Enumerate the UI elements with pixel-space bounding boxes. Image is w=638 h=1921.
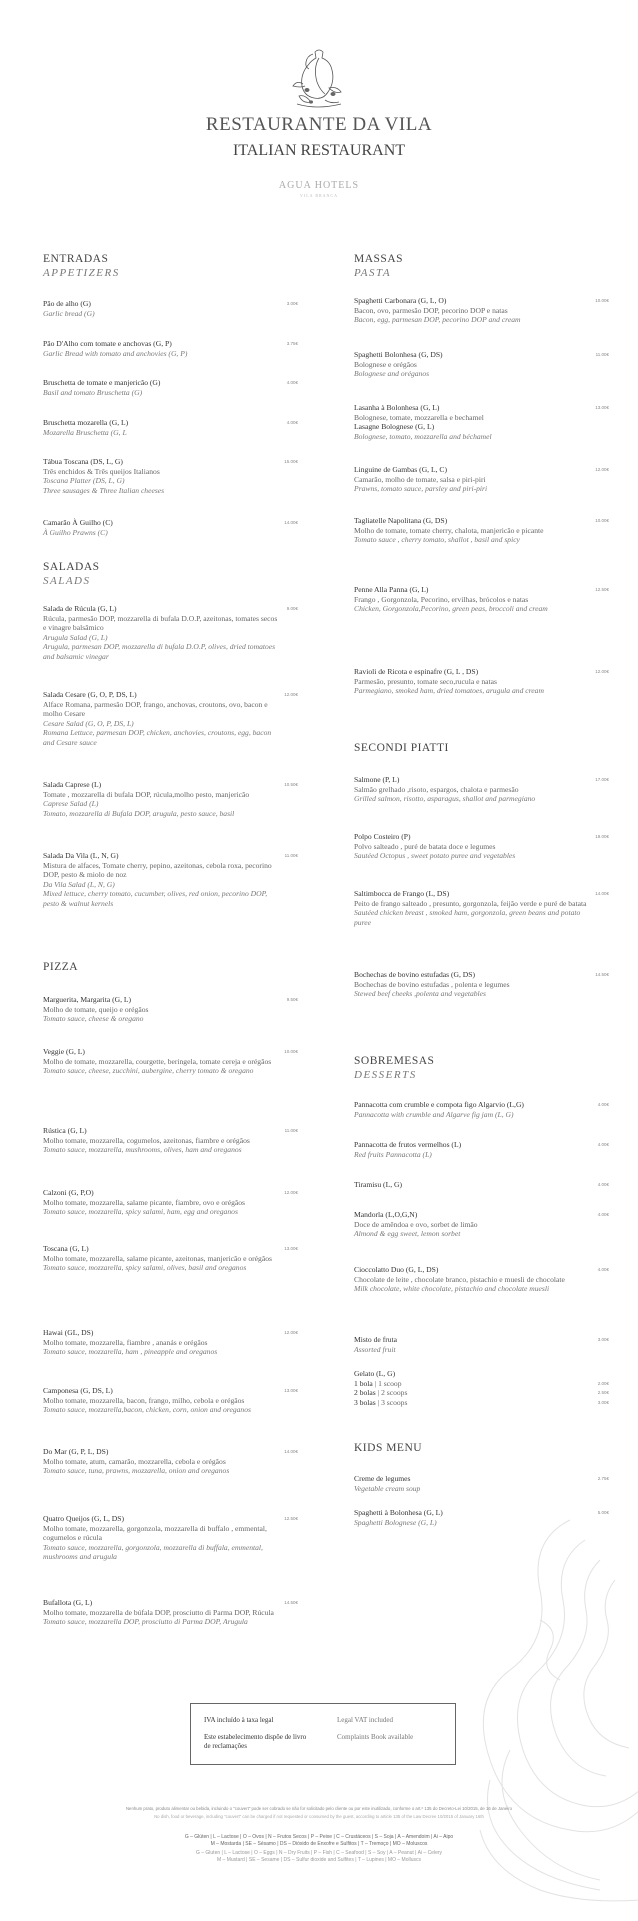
complaints-book-pt: Este estabelecimento dispõe de livro de reclamações (204, 1733, 307, 1750)
item-description: Bolognese e orégãos (354, 359, 417, 369)
item-name: Ravioli de Ricota e espinafre (G, L , DS) (354, 667, 479, 676)
menu-item (43, 418, 298, 437)
menu-item (354, 1335, 609, 1354)
item-name: Bruschetta mozarella (G, L) (43, 418, 129, 427)
section-title-pt: KIDS MENU (354, 1442, 423, 1454)
section-title-pt: MASSAS (354, 253, 404, 265)
allergens-pt-line1: G – Glúten | L – Lactose | O – Ovos | N – Frutos Secos | P – Peixe | C – Crustáceos | S – Soja | A – Amendoim | Ai – Aipo (184, 1834, 454, 1840)
item-price: 12.00€ (595, 467, 609, 472)
menu-item (43, 378, 298, 397)
item-description-en: Almond & egg sweet, lemon sorbet (354, 1229, 461, 1238)
menu-item (43, 1047, 298, 1076)
restaurant-subtitle: ITALIAN RESTAURANT (232, 142, 406, 159)
section-title-en: PASTA (354, 267, 392, 279)
item-description-en: Romana Lettuce, parmesan DOP, chicken, anchovies, croutons, egg, bacon and Cesare sauce (43, 728, 272, 747)
item-name: Penne Alla Panna (G, L) (354, 585, 429, 594)
menu-item (354, 1508, 609, 1527)
item-description: Molho tomate, mozzarella, fiambre , ananás e orégãos (43, 1337, 208, 1347)
item-name-en: Basil and tomato Bruschetta (G) (43, 387, 143, 397)
item-price: 4.00€ (597, 1142, 609, 1147)
item-price: 4.00€ (597, 1212, 609, 1217)
item-name: Camponesa (G, DS, L) (43, 1386, 113, 1395)
vat-note-pt: IVA incluído à taxa legal (204, 1716, 274, 1724)
item-name-en: Garlic Bread with tomato and anchovies (G, P) (43, 348, 188, 358)
item-name-en: Toscana Platter (DS, L, G) (43, 476, 125, 485)
menu-item (43, 457, 298, 495)
item-price: 11.00€ (595, 352, 609, 357)
item-name: Rústica (G, L) (43, 1126, 87, 1135)
item-name-en: Caprese Salad (L) (43, 799, 99, 808)
menu-item (43, 1244, 298, 1273)
item-name: Tiramisu (L, G) (354, 1180, 403, 1189)
item-price: 13.00€ (284, 1246, 298, 1251)
item-price: 14.50€ (284, 1600, 298, 1605)
item-description-en: Tomato, mozzarella di Bufala DOP, arugula, pesto sauce, basil (43, 808, 235, 818)
item-name: Spaghetti Bolonhesa (G, DS) (354, 350, 443, 359)
section-appetizers (43, 252, 298, 280)
item-description: Molho tomate, atum, camarão, mozzarella, cebola e orégãos (43, 1456, 226, 1466)
item-description: Polvo salteado , puré de batata doce e legumes (354, 841, 496, 851)
scoop-pt: 1 bola (354, 1378, 373, 1388)
menu-item (354, 889, 609, 927)
item-price: 3.00€ (597, 1337, 609, 1342)
item-description-en: Tomato sauce, mozzarella, spicy salami, olives, basil and oreganos (43, 1263, 247, 1272)
item-price: 19.00€ (595, 834, 609, 839)
item-description: Molho de tomate, tomate cherry, chalota, manjericão e picante (354, 525, 544, 535)
item-description-en: Three sausages & Three Italian cheeses (43, 485, 165, 495)
item-name: Calzoni (G, P,O) (43, 1188, 94, 1197)
item-price: 15.00€ (284, 459, 298, 464)
item-description-en: Bolognese, tomato, mozzarella and béchamel (354, 431, 492, 441)
item-description-en: Sautéed chicken breast , smoked ham, gorgonzola, green beans and potato puree (354, 908, 581, 927)
menu-item (354, 403, 609, 441)
item-name: Bruschetta de tomate e manjericão (G) (43, 378, 161, 387)
item-description-en: Tomato sauce, cheese, zucchini, aubergine, cherry tomato & oregano (43, 1066, 254, 1075)
menu-item (354, 970, 609, 999)
item-price: 2.50€ (597, 1390, 609, 1395)
menu-item (43, 1328, 298, 1357)
menu-item (43, 995, 298, 1024)
item-price: 14.00€ (284, 1449, 298, 1454)
item-price: 4.00€ (597, 1267, 609, 1272)
item-description-en: Tomato sauce, tuna, prawns, mozzarella, onion and oreganos (43, 1466, 230, 1475)
menu-item (43, 1598, 298, 1627)
item-price: 2.75€ (597, 1476, 609, 1481)
item-price: 5.00€ (597, 1510, 609, 1515)
item-price: 14.00€ (595, 891, 609, 896)
item-name-en: Arugula Salad (G, L) (43, 632, 108, 642)
item-price: 2.00€ (597, 1380, 609, 1386)
item-description-en: Grilled salmon, risotto, asparagus, shallot and parmegiano (354, 794, 536, 803)
item-description-en: Tomato sauce, mozzarella, ham , pineapple and oreganos (43, 1347, 218, 1356)
item-price: 10.50€ (284, 782, 298, 787)
item-name-en: Vegetable cream soup (354, 1483, 421, 1493)
item-description: Doce de amêndoa e ovo, sorbet de limão (354, 1219, 478, 1229)
allergens-en-line2: M – Mustard | SE – Sesame | DS – Sulfur dioxide and Sulfites | T – Lupines | MO – Molluscs (217, 1857, 421, 1863)
item-description: Tomate , mozzarella di bufala DOP, rúcula,molho pesto, manjericão (43, 789, 250, 799)
item-description-en: Tomato sauce, cheese & oregano (43, 1014, 144, 1023)
allergens-en-line1: G – Gluten | L – Lactose | O – Eggs | N – Dry Fruits | P – Fish | C – Seafood | S – Soy | A – Peanut | Ai – Celery (195, 1850, 443, 1856)
menu-item (43, 1386, 298, 1415)
item-price: 17.00€ (595, 777, 609, 782)
item-price: 12.00€ (284, 1330, 298, 1335)
item-name: Creme de legumes (354, 1474, 411, 1483)
item-description: Peito de frango salteado , presunto, gorgonzola, feijão verde e puré de batata (354, 898, 587, 908)
scoop-row: 2 bolas | 2 scoops 2.50€ (354, 1388, 609, 1397)
scoop-pt: 3 bolas (354, 1397, 376, 1407)
item-description: Salmão grelhado ,risoto, espargos, chalota e parmesão (354, 784, 519, 794)
item-name: Bochechas de bovino estufadas (G, DS) (354, 970, 476, 979)
item-description: Molho tomate, mozzarella, bacon, frango, milho, cebola e orégãos (43, 1395, 245, 1405)
item-name: Hawai (GL, DS) (43, 1328, 94, 1337)
item-description-en: Tomato sauce, mozzarella, spicy salami, ham, egg and oreganos (43, 1207, 238, 1216)
item-name-en: Lasagne Bolognese (G, L) (354, 422, 435, 431)
menu-item (43, 299, 298, 318)
item-name: Do Mar (G, P, L, DS) (43, 1447, 109, 1456)
item-price: 9.50€ (286, 997, 298, 1002)
item-name: Mandorla (L,O,G,N) (354, 1210, 418, 1219)
section-title-pt: SOBREMESAS (354, 1055, 435, 1067)
item-price: 4.00€ (597, 1182, 609, 1187)
item-description: Parmesão, presunto, tomate seco,rucula e natas (354, 676, 497, 686)
item-price: 10.00€ (595, 518, 609, 523)
section-pasta (354, 252, 609, 280)
brand-sub-text: VILA BRANCA (299, 193, 338, 198)
menu-item (43, 518, 298, 537)
allergens-pt-line2: M – Mostarda | SE – Sésamo | DS – Dióxido de Enxofre e Sulfitos | T – Tremoço | MO – Moluscos (210, 1841, 428, 1847)
item-price: 3.00€ (286, 301, 298, 306)
item-description: Alface Romana, parmesão DOP, frango, anchovas, croutons, ovo, bacon e molho Cesare (43, 699, 268, 718)
item-description-en: Bolognese and oréganos (354, 369, 430, 378)
item-name: Linguine de Gambas (G, L, C) (354, 465, 448, 474)
item-price: 10.00€ (284, 1049, 298, 1054)
item-description-en: Tomato sauce, mozzarella,bacon, chicken, corn, onion and oreganos (43, 1405, 251, 1414)
item-name-en: Pannacotta with crumble and Algarve fig jam (L, G) (354, 1109, 514, 1119)
legal-notice-pt: Nenhum prato, produto alimentar ou bebida, incluindo o "couvert" pode ser cobrado se não for solicitado pelo cliente ou por este inutilizado, conforme o art.º 135 do Decreto-Lei 10/2015, de 16 de Janeiro (125, 1806, 513, 1811)
item-name: Tagliatelle Napolitana (G, DS) (354, 516, 448, 525)
item-price: 11.00€ (284, 853, 298, 858)
menu-item (43, 1514, 298, 1562)
item-description-en: Chicken, Gorgonzola,Pecorino, green peas, broccoli and cream (354, 604, 548, 613)
item-price: 9.00€ (286, 606, 298, 611)
item-description: Bolognese, tomate, mozzarella e bechamel (354, 412, 484, 422)
item-name: Salada de Rúcula (G, L) (43, 604, 117, 613)
item-description-en: Parmegiano, smoked ham, dried tomatoes, arugula and cream (354, 686, 544, 695)
item-name: Polpo Costeiro (P) (354, 832, 411, 841)
item-description-en: Tomato sauce , cherry tomato, shallot , basil and spicy (354, 535, 520, 544)
restaurant-name: RESTAURANTE DA VILA (205, 114, 433, 135)
item-name: Quatro Queijos (G, L, DS) (43, 1514, 124, 1523)
scoop-en: 3 scoops (381, 1397, 408, 1407)
item-description: Frango , Gorgonzola, Pecorino, ervilhas, brócolos e natas (354, 594, 529, 604)
menu-item (43, 1447, 298, 1476)
item-name: Toscana (G, L) (43, 1244, 89, 1253)
item-description-en: Milk chocolate, white chocolate, pistachio and chocolate muesli (354, 1284, 550, 1293)
section-title-pt: ENTRADAS (43, 253, 109, 265)
scoop-row: 3 bolas | 3 scoops 3.00€ (354, 1397, 609, 1407)
vat-complaints-box (190, 1703, 456, 1765)
item-description: Rúcula, parmesão DOP, mozzarella di bufala D.O.P, azeitonas, tomates secos e vinagre balsâmico (43, 613, 278, 632)
scoop-en: 1 scoop (378, 1378, 402, 1388)
item-name: Pannacotta de frutos vermelhos (L) (354, 1140, 462, 1149)
brand-logo-text: AGUA HOTELS (278, 180, 360, 191)
vat-note-en: Legal VAT included (337, 1716, 393, 1724)
item-name: Tábua Toscana (DS, L, G) (43, 457, 123, 466)
item-name-en: Cesare Salad (G, O, P, DS, L) (43, 718, 134, 728)
section-title-en: APPETIZERS (43, 267, 120, 279)
item-description-en: Tomato sauce, mozzarella, mushrooms, olives, ham and oreganos (43, 1145, 242, 1154)
menu-item (354, 775, 609, 804)
menu-item (354, 1474, 609, 1493)
item-price: 3.75€ (286, 341, 298, 346)
item-price: 3.00€ (597, 1399, 609, 1405)
item-price: 4.00€ (597, 1102, 609, 1107)
item-name: Lasanha à Bolonhesa (G, L) (354, 403, 440, 412)
item-description-en: Bacon, egg, parmesan DOP, pecorino DOP and cream (354, 315, 521, 324)
item-description-en: Sautéed Octopus , sweet potato puree and vegetables (354, 851, 516, 860)
item-price: 12.00€ (284, 692, 298, 697)
item-description: Bacon, ovo, parmesão DOP, pecorino DOP e natas (354, 305, 508, 315)
item-description-en: Stewed beef cheeks ,polenta and vegetables (354, 989, 486, 998)
scoop-row: 1 bola | 1 scoop 2.00€ (354, 1378, 609, 1388)
item-name: Salada Caprese (L) (43, 780, 102, 789)
menu-item (354, 465, 609, 494)
menu-item (354, 296, 609, 325)
menu-item (43, 339, 298, 358)
item-name-en: Red fruits Pannacotta (L) (354, 1149, 432, 1159)
section-title-pt: SECONDI PIATTI (354, 742, 449, 754)
item-price: 4.00€ (286, 380, 298, 385)
item-name: Veggie (G, L) (43, 1047, 85, 1056)
section-salads (43, 560, 298, 588)
item-name: Spaghetti Carbonara (G, L, O) (354, 296, 447, 305)
menu-item-gelato (354, 1369, 609, 1407)
item-name: Saltimbocca de Frango (L, DS) (354, 889, 450, 898)
item-price: 10.00€ (595, 298, 609, 303)
item-description: Molho de tomate, mozzarella, courgette, beringela, tomate cereja e orégãos (43, 1056, 272, 1066)
complaints-book-en: Complaints Book available (337, 1733, 414, 1741)
section-title-en: DESSERTS (354, 1069, 417, 1081)
item-description: Molho tomate, mozzarella, salame picante, fiambre, ovo e orégãos (43, 1197, 245, 1207)
legal-notice-en: No dish, food or beverage, including "couvert" can be charged if not requested or consumed by the guest, according to article 135 of the Law Decree 10/2015 of January 16th (154, 1814, 484, 1819)
item-name-en: À Guilho Prawns (C) (43, 527, 108, 537)
section-kids-menu (354, 1441, 609, 1455)
item-price: 14.50€ (595, 972, 609, 977)
menu-item (43, 851, 298, 908)
item-description: Molho tomate, mozzarella, gorgonzola, mozzarella di buffalo , emmental, cogumelos e rúcula (43, 1523, 267, 1542)
menu-item (354, 832, 609, 861)
item-name: Pão D'Alho com tomate e anchovas (G, P) (43, 339, 172, 348)
item-description: Três enchidos & Três queijos Italianos (43, 466, 160, 476)
section-title-pt: SALADAS (43, 561, 100, 573)
scoop-en: 2 scoops (381, 1388, 408, 1397)
item-description: Molho tomate, mozzarella, cogumelos, azeitonas, fiambre e orégãos (43, 1135, 250, 1145)
item-name: Bufallota (G, L) (43, 1598, 93, 1607)
item-name: Spaghetti à Bolonhesa (G, L) (354, 1508, 443, 1517)
item-description: Camarão, molho de tomate, salsa e piri-piri (354, 474, 486, 484)
section-desserts (354, 1054, 609, 1082)
section-main-courses (354, 741, 609, 755)
item-price: 11.00€ (284, 1128, 298, 1133)
menu-item (354, 1210, 609, 1239)
item-description-en: Mixed lettuce, cherry tomato, cucumber, olives, red onion, pecorino DOP, pesto & walnut kernels (43, 889, 268, 908)
item-name: Gelato (L, G) (354, 1369, 396, 1378)
item-name: Salada Cesare (G, O, P, DS, L) (43, 690, 137, 699)
menu-item (43, 690, 298, 747)
item-description: Mistura de alfaces, Tomate cherry, pepino, azeitonas, cebola roxa, pecorino DOP, pesto & miolo de noz (43, 860, 272, 879)
item-name: Pão de alho (G) (43, 299, 91, 308)
item-description-en: Arugula, parmesan DOP, mozzarella di bufala D.O.P, olives, dried tomatoes and balsamic vinegar (43, 642, 276, 661)
item-name-en: Assorted fruit (354, 1344, 396, 1354)
menu-item (354, 1265, 609, 1294)
item-price: 4.00€ (286, 420, 298, 425)
menu-item (43, 1126, 298, 1155)
menu-item (354, 1100, 609, 1119)
item-description: Molho tomate, mozzarella de búfala DOP, prosciutto di Parma DOP, Rúcula (43, 1607, 274, 1617)
item-name-en: Garlic bread (G) (43, 308, 95, 318)
item-price: 14.00€ (284, 520, 298, 525)
menu-item (43, 780, 298, 818)
section-pizza (43, 960, 298, 974)
olive-oil-jar-illustration (289, 44, 349, 114)
item-description: Chocolate de leite , chocolate branco, pistachio e muesli de chocolate (354, 1274, 565, 1284)
scoop-pt: 2 bolas (354, 1388, 376, 1397)
item-name: Marguerita, Margarita (G, L) (43, 995, 132, 1004)
menu-item (354, 1140, 609, 1159)
item-name: Salada Da Vila (L, N, G) (43, 851, 119, 860)
item-price: 12.00€ (284, 1190, 298, 1195)
menu-item (354, 667, 609, 696)
item-name: Salmone (P, L) (354, 775, 400, 784)
menu-item (354, 516, 609, 545)
item-price: 12.50€ (284, 1516, 298, 1521)
item-description-en: Prawns, tomato sauce, parsley and piri-piri (354, 484, 488, 493)
item-name: Cioccolatto Duo (G, L, DS) (354, 1265, 439, 1274)
item-name: Misto de fruta (354, 1335, 398, 1344)
item-description: Molho tomate, mozzarella, salame picante, azeitonas, manjericão e orégãos (43, 1253, 272, 1263)
item-description: Molho de tomate, queijo e orégãos (43, 1004, 149, 1014)
item-name: Pannacotta com crumble e compota figo Algarvio (L,G) (354, 1100, 524, 1109)
menu-item (354, 1180, 609, 1190)
section-title-pt: PIZZA (43, 961, 79, 973)
item-description-en: Tomato sauce, mozzarella, gorgonzola, mozzarella di buffala, emmental, mushrooms and arugula (43, 1542, 263, 1561)
item-name-en: Da Vila Salad (L, N, G) (43, 879, 115, 889)
item-price: 13.00€ (595, 405, 609, 410)
item-price: 12.00€ (595, 669, 609, 674)
item-price: 12.50€ (595, 587, 609, 592)
menu-item (354, 350, 609, 379)
menu-item (43, 604, 298, 661)
section-title-en: SALADS (43, 575, 91, 587)
item-description: Bochechas de bovino estufadas , polenta e legumes (354, 979, 510, 989)
item-name: Camarão À Guilho (C) (43, 518, 113, 527)
item-description-en: Tomato sauce, mozzarella DOP, prosciutto di Parma DOP, Arugula (43, 1617, 248, 1626)
item-name-en: Mozarella Bruschetta (G, L (43, 427, 127, 437)
menu-item (354, 585, 609, 614)
menu-item (43, 1188, 298, 1217)
item-name-en: Spaghetti Bolognese (G, L) (354, 1517, 437, 1527)
item-price: 13.00€ (284, 1388, 298, 1393)
